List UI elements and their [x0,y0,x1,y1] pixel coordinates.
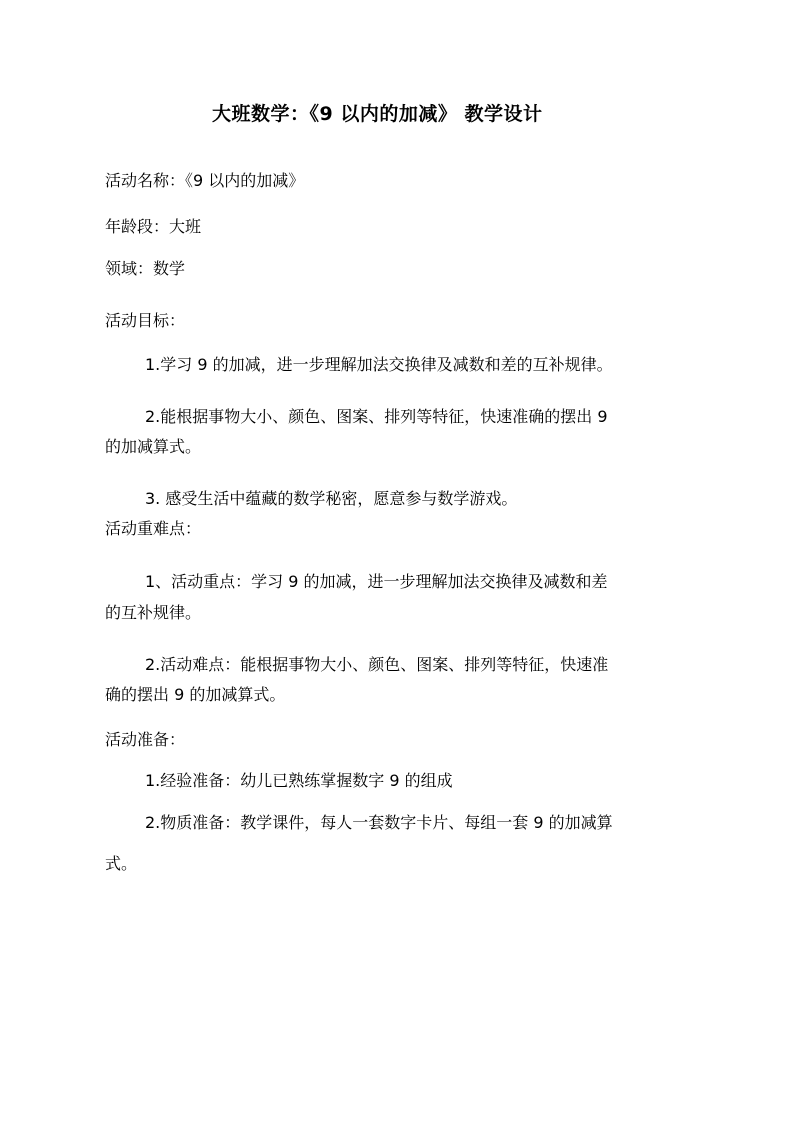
key-point-line-2: 的互补规律。 [105,603,202,622]
goal-2-line-1: 2.能根据事物大小、颜色、图案、排列等特征，快速准确的摆出 9 [145,407,608,426]
prep-1: 1.经验准备：幼儿已熟练掌握数字 9 的组成 [145,771,453,790]
prep-2-line-2: 式。 [105,854,138,873]
activity-name: 活动名称：《9 以内的加减》 [105,171,305,190]
key-points-heading: 活动重难点： [105,519,202,538]
domain-field: 领域：数学 [105,259,186,278]
goal-1: 1.学习 9 的加减，进一步理解加法交换律及减数和差的互补规律。 [145,355,613,374]
key-point-line-1: 1、活动重点：学习 9 的加减，进一步理解加法交换律及减数和差 [145,572,608,591]
page-title: 大班数学：《9 以内的加减》 教学设计 [212,103,543,125]
goals-heading: 活动目标： [105,311,186,330]
difficulty-line-2: 确的摆出 9 的加减算式。 [105,685,286,704]
preparation-heading: 活动准备： [105,730,186,749]
prep-2-line-1: 2.物质准备：教学课件，每人一套数字卡片、每组一套 9 的加减算 [145,813,613,832]
goal-2-line-2: 的加减算式。 [105,437,202,456]
difficulty-line-1: 2.活动难点：能根据事物大小、颜色、图案、排列等特征，快速准 [145,655,609,674]
age-group: 年龄段：大班 [105,217,202,236]
goal-3: 3. 感受生活中蕴藏的数学秘密，愿意参与数学游戏。 [145,489,518,508]
